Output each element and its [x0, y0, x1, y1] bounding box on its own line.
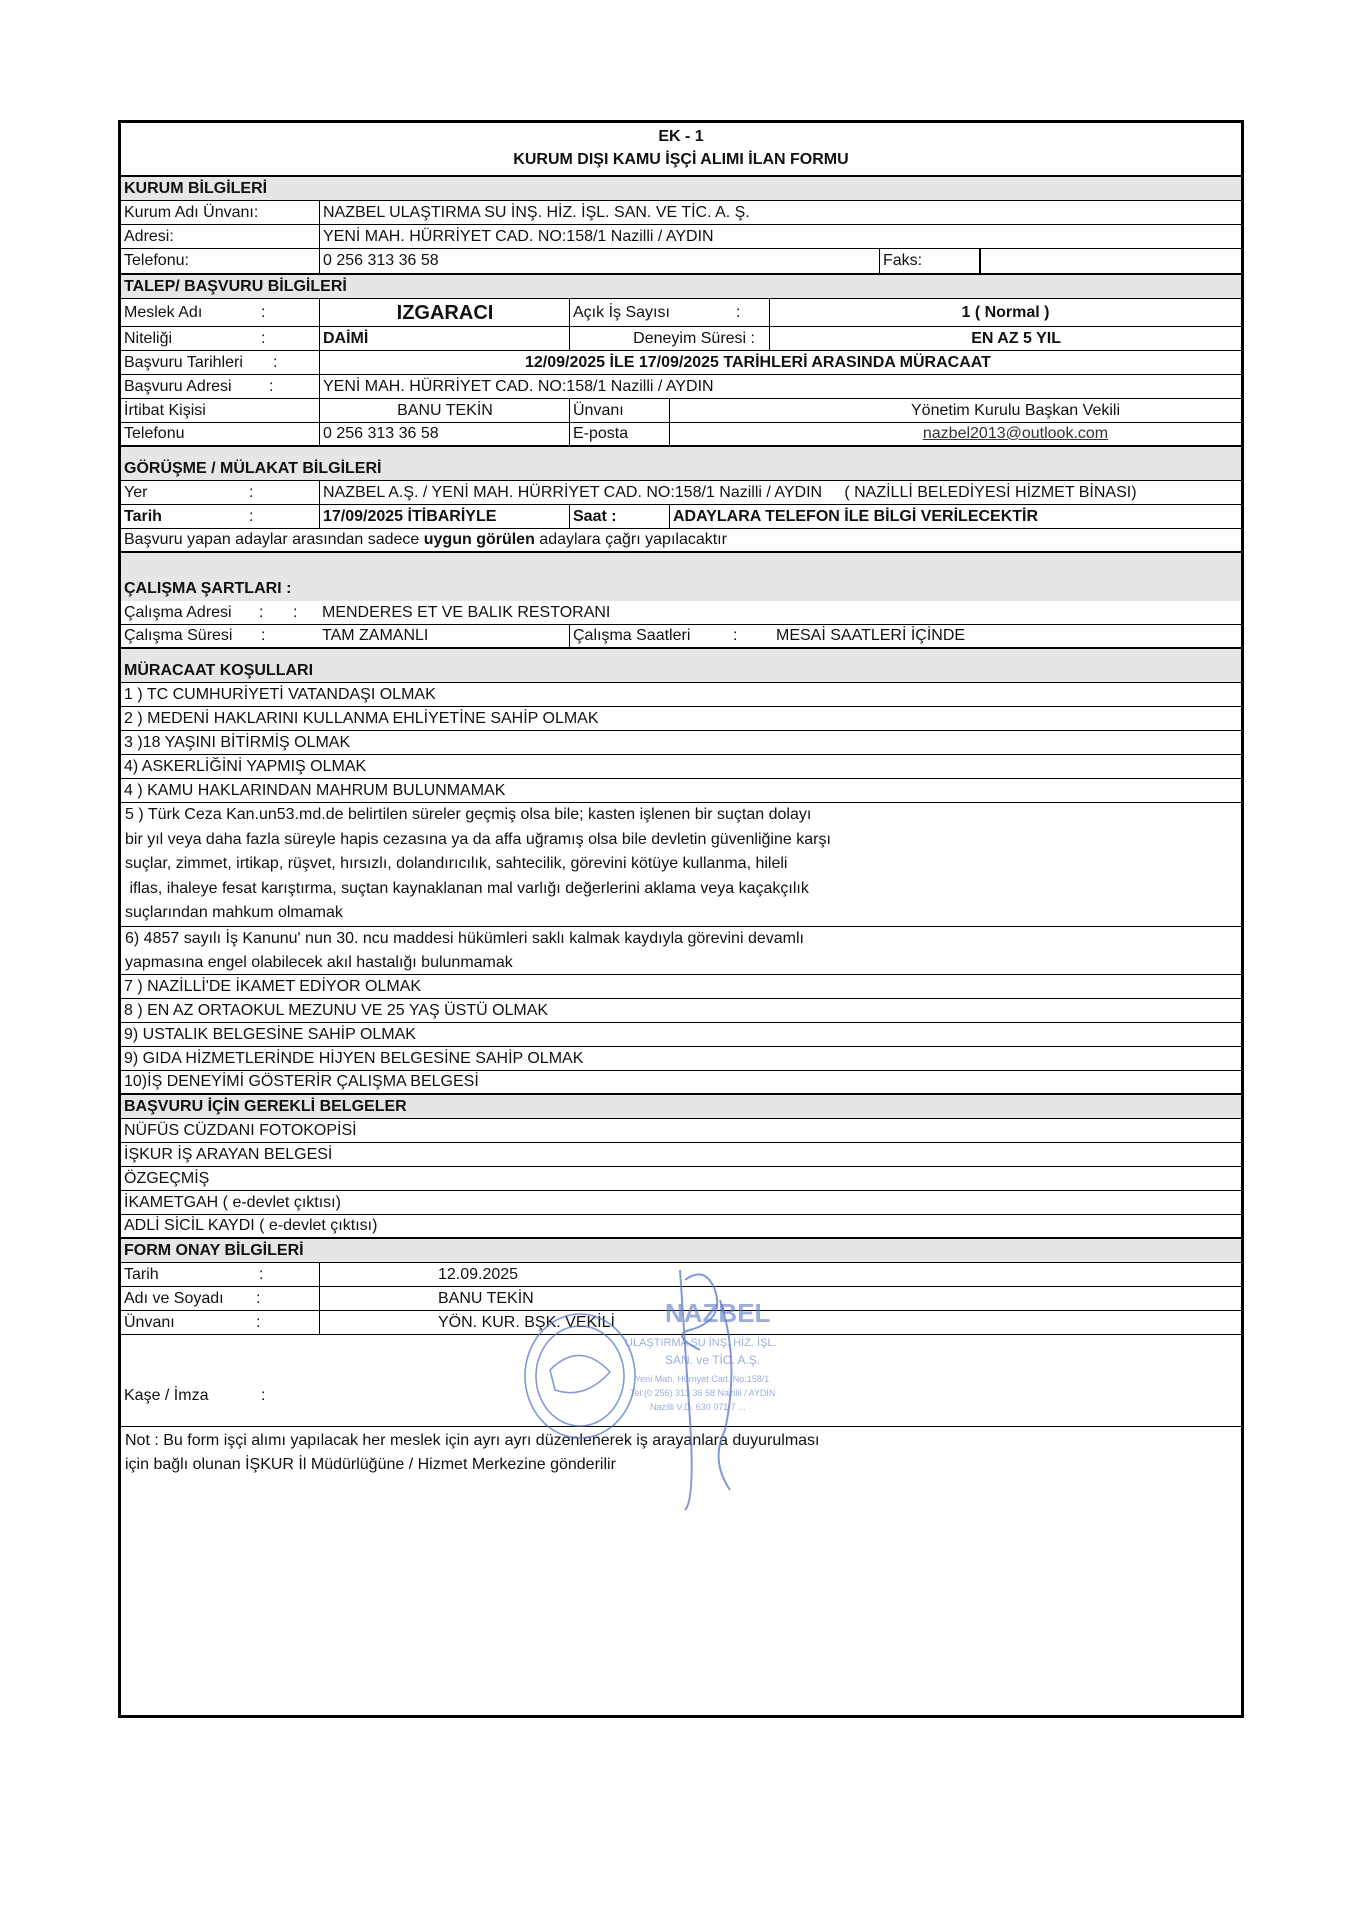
condition-5-line: suçlarından mahkum olmamak — [125, 904, 343, 921]
condition-row — [121, 1071, 1241, 1095]
institution-phone-row — [121, 249, 1241, 275]
document-item: İKAMETGAH ( e-devlet çıktısı) — [124, 1193, 341, 1211]
stamp-line: SAN. ve TİC. A.Ş. — [665, 1353, 761, 1367]
form-title: KURUM DIŞI KAMU İŞÇİ ALIMI İLAN FORMU — [513, 151, 849, 168]
interview-place-row — [121, 481, 1241, 505]
quality-row — [121, 327, 1241, 351]
contact-value: BANU TEKİN — [319, 399, 570, 422]
approval-name-label: Adı ve Soyadı — [124, 1289, 224, 1307]
condition-row — [121, 975, 1241, 999]
approval-name-colon: : — [256, 1289, 261, 1307]
form-header — [121, 123, 1241, 177]
annex-label: EK - 1 — [658, 128, 704, 145]
quality-value: DAİMİ — [319, 327, 573, 350]
contact-email-label: E-posta — [569, 423, 673, 445]
approval-date-colon: : — [259, 1265, 264, 1283]
interview-time-value: ADAYLARA TELEFON İLE BİLGİ VERİLECEKTİR — [669, 505, 1241, 528]
approval-stamp-row — [121, 1335, 1241, 1427]
contact-phone-label: Telefonu — [124, 425, 185, 442]
interview-place-label: Yer — [124, 483, 148, 501]
approval-name-row — [121, 1287, 1241, 1311]
approval-stamp-colon: : — [261, 1386, 266, 1404]
approval-date-label: Tarih — [124, 1265, 159, 1283]
work-address-row — [121, 601, 1241, 625]
dates-colon: : — [273, 353, 278, 371]
work-address-label: Çalışma Adresi — [124, 603, 232, 621]
condition-row-5 — [121, 803, 1241, 927]
openings-value: 1 ( Normal ) — [769, 299, 1241, 326]
profession-value: IZGARACI — [319, 299, 570, 326]
interview-place-value: NAZBEL A.Ş. / YENİ MAH. HÜRRİYET CAD. NO:158/1 Nazilli / AYDIN ( NAZİLLİ BELEDİYESİ HİZMET BİNASI) — [319, 481, 1241, 504]
work-section — [121, 553, 1241, 601]
institution-phone-label: Telefonu: — [124, 252, 189, 269]
institution-address-value: YENİ MAH. HÜRRİYET CAD. NO:158/1 Nazilli / AYDIN — [319, 225, 1241, 248]
approval-date-row — [121, 1263, 1241, 1287]
stamp-line: ULAŞTIRMA SU İNŞ. HİZ. İŞL. — [625, 1337, 777, 1349]
contact-label: İrtibat Kişisi — [124, 401, 206, 419]
app-address-row — [121, 375, 1241, 399]
contact-title-label: Ünvanı — [569, 399, 673, 422]
document-row — [121, 1167, 1241, 1191]
condition-row — [121, 1023, 1241, 1047]
interview-note-bold: uygun görülen — [423, 531, 535, 548]
work-address-value: MENDERES ET VE BALIK RESTORANI — [322, 603, 611, 621]
condition-5-text — [125, 803, 1237, 926]
work-duration-colon: : — [261, 627, 266, 644]
conditions-section — [121, 649, 1241, 683]
condition-item: 2 ) MEDENİ HAKLARINI KULLANMA EHLİYETİNE SAHİP OLMAK — [124, 709, 599, 727]
work-address-colon2: : — [293, 603, 298, 621]
app-address-label: Başvuru Adresi — [124, 377, 232, 395]
interview-date-label: Tarih — [124, 507, 162, 525]
contact-email-link[interactable]: nazbel2013@outlook.com — [922, 425, 1109, 442]
conditions-section-title: MÜRACAAT KOŞULLARI — [124, 661, 314, 679]
openings-colon: : — [736, 303, 741, 321]
interview-note — [124, 529, 727, 551]
condition-5-line: 5 ) Türk Ceza Kan.un53.md.de belirtilen süreler geçmiş olsa bile; kasten işlenen bir suçtan dolayı — [125, 806, 812, 823]
interview-place-colon: : — [249, 483, 254, 501]
work-hours-value: MESAİ SAATLERİ İÇİNDE — [776, 627, 966, 644]
condition-row-6 — [121, 927, 1241, 975]
approval-title-colon: : — [256, 1313, 261, 1331]
dates-value: 12/09/2025 İLE 17/09/2025 TARİHLERİ ARASINDA MÜRACAAT — [319, 351, 1241, 374]
approval-section — [121, 1239, 1241, 1263]
application-section — [121, 275, 1241, 299]
condition-6-text — [125, 927, 1237, 975]
document-item: ADLİ SİCİL KAYDI ( e-devlet çıktısı) — [124, 1217, 378, 1234]
contact-email-cell — [669, 423, 1241, 445]
form-note-line: için bağlı olunan İŞKUR İl Müdürlüğüne / Hizmet Merkezine gönderilir — [125, 1456, 616, 1473]
document-row — [121, 1119, 1241, 1143]
approval-title-label: Ünvanı — [124, 1313, 175, 1331]
work-duration-label: Çalışma Süresi — [124, 627, 233, 644]
condition-item: 1 ) TC CUMHURİYETİ VATANDAŞI OLMAK — [124, 685, 436, 703]
condition-item: 3 )18 YAŞINI BİTİRMİŞ OLMAK — [124, 733, 351, 751]
dates-row — [121, 351, 1241, 375]
approval-name-value: BANU TEKİN — [319, 1287, 1241, 1310]
experience-value: EN AZ 5 YIL — [769, 327, 1241, 350]
form-note-line: Not : Bu form işçi alımı yapılacak her meslek için ayrı ayrı düzenlenerek iş arayanlara duyurulması — [125, 1432, 820, 1449]
contact-row — [121, 399, 1241, 423]
work-hours-label: Çalışma Saatleri — [569, 625, 723, 647]
app-address-value: YENİ MAH. HÜRRİYET CAD. NO:158/1 Nazilli / AYDIN — [319, 375, 1241, 398]
condition-item: 10)İŞ DENEYİMİ GÖSTERİR ÇALIŞMA BELGESİ — [124, 1073, 479, 1090]
condition-item: 4) ASKERLİĞİNİ YAPMIŞ OLMAK — [124, 757, 367, 775]
contact-phone-row — [121, 423, 1241, 447]
application-section-title: TALEP/ BAŞVURU BİLGİLERİ — [124, 277, 347, 295]
approval-stamp-label: Kaşe / İmza — [124, 1386, 209, 1404]
interview-section — [121, 447, 1241, 481]
condition-row — [121, 755, 1241, 779]
document-item: NÜFÜS CÜZDANI FOTOKOPİSİ — [124, 1121, 357, 1139]
condition-row — [121, 999, 1241, 1023]
institution-address-label: Adresi: — [124, 227, 174, 245]
condition-row — [121, 731, 1241, 755]
institution-name-row — [121, 201, 1241, 225]
condition-item: 8 ) EN AZ ORTAOKUL MEZUNU VE 25 YAŞ ÜSTÜ OLMAK — [124, 1001, 549, 1019]
profession-colon: : — [261, 303, 266, 321]
document-row — [121, 1215, 1241, 1239]
condition-item: 9) USTALIK BELGESİNE SAHİP OLMAK — [124, 1025, 416, 1043]
experience-label: Deneyim Süresi : — [569, 327, 769, 350]
work-address-colon: : — [259, 603, 264, 621]
openings-label: Açık İş Sayısı — [569, 299, 773, 326]
contact-title-value: Yönetim Kurulu Başkan Vekili — [669, 399, 1241, 422]
approval-title-row — [121, 1311, 1241, 1335]
interview-note-row — [121, 529, 1241, 553]
work-duration-row — [121, 625, 1241, 649]
approval-date-value: 12.09.2025 — [319, 1263, 1241, 1286]
condition-5-line: bir yıl veya daha fazla süreyle hapis cezasına ya da affa uğramış olsa bile devletin güvenliğine karşı — [125, 830, 831, 848]
stamp-line: Tel:(0 256) 313 36 58 Nazilli / AYDIN — [630, 1388, 776, 1398]
document-row — [121, 1191, 1241, 1215]
work-duration-value: TAM ZAMANLI — [322, 627, 429, 644]
contact-phone-value: 0 256 313 36 58 — [319, 423, 573, 445]
profession-row — [121, 299, 1241, 327]
institution-fax-label: Faks: — [879, 249, 983, 273]
condition-item: 4 ) KAMU HAKLARINDAN MAHRUM BULUNMAMAK — [124, 781, 506, 799]
form-note — [125, 1429, 1237, 1477]
stamp-line: Nazilli V.D. 630 071 7 ... — [650, 1402, 746, 1412]
quality-label: Niteliği — [124, 329, 173, 347]
institution-name-label: Kurum Adı Ünvanı: — [124, 203, 259, 221]
quality-colon: : — [261, 329, 266, 347]
approval-section-title: FORM ONAY BİLGİLERİ — [124, 1241, 304, 1259]
app-address-colon: : — [269, 377, 274, 395]
institution-section-title: KURUM BİLGİLERİ — [124, 179, 268, 197]
stamp-company: NAZBEL — [665, 1298, 771, 1328]
documents-section — [121, 1095, 1241, 1119]
condition-row — [121, 1047, 1241, 1071]
condition-row — [121, 779, 1241, 803]
condition-item: 9) GIDA HİZMETLERİNDE HİJYEN BELGESİNE SAHİP OLMAK — [124, 1049, 584, 1067]
institution-fax-value — [979, 249, 1241, 273]
document-row — [121, 1143, 1241, 1167]
interview-date-row — [121, 505, 1241, 529]
document-item: ÖZGEÇMİŞ — [124, 1169, 210, 1187]
institution-name-value: NAZBEL ULAŞTIRMA SU İNŞ. HİZ. İŞL. SAN. VE TİC. A. Ş. — [319, 201, 1241, 224]
interview-note-post: adaylara çağrı yapılacaktır — [534, 531, 727, 548]
interview-section-title: GÖRÜŞME / MÜLAKAT BİLGİLERİ — [124, 459, 382, 477]
condition-5-line: suçlar, zimmet, irtikap, rüşvet, hırsızlı, dolandırıcılık, sahtecilik, görevini kötüye kullanma, hileli — [125, 855, 788, 872]
dates-label: Başvuru Tarihleri — [124, 353, 243, 371]
institution-address-row — [121, 225, 1241, 249]
condition-row — [121, 707, 1241, 731]
condition-row — [121, 683, 1241, 707]
interview-time-label: Saat : — [569, 505, 673, 528]
documents-section-title: BAŞVURU İÇİN GEREKLİ BELGELER — [124, 1097, 407, 1115]
interview-date-colon: : — [249, 507, 254, 525]
interview-note-pre: Başvuru yapan adaylar arasından sadece — [124, 531, 424, 548]
approval-title-value: YÖN. KUR. BŞK. VEKİLİ — [319, 1311, 1241, 1334]
profession-label: Meslek Adı — [124, 303, 203, 321]
document-item: İŞKUR İŞ ARAYAN BELGESİ — [124, 1145, 333, 1163]
work-hours-colon: : — [733, 627, 738, 644]
interview-date-value: 17/09/2025 İTİBARİYLE — [319, 505, 573, 528]
condition-6-line: yapmasına engel olabilecek akıl hastalığı bulunmamak — [125, 954, 513, 971]
condition-item: 7 ) NAZİLLİ'DE İKAMET EDİYOR OLMAK — [124, 977, 422, 995]
condition-6-line: 6) 4857 sayılı İş Kanunu' nun 30. ncu maddesi hükümleri saklı kalmak kaydıyla görevini devamlı — [125, 930, 804, 947]
institution-section — [121, 177, 1241, 201]
condition-5-line: iflas, ihaleye fesat karıştırma, suçtan kaynaklanan mal varlığı değerlerini aklama veya kaçakçılık — [125, 879, 809, 897]
work-section-title: ÇALIŞMA ŞARTLARI : — [124, 580, 292, 597]
institution-phone-value: 0 256 313 36 58 — [319, 249, 883, 273]
stamp-line: Yeni Mah. Hürriyet Cad. No:158/1 — [635, 1374, 770, 1384]
job-announcement-form — [118, 120, 1244, 1718]
